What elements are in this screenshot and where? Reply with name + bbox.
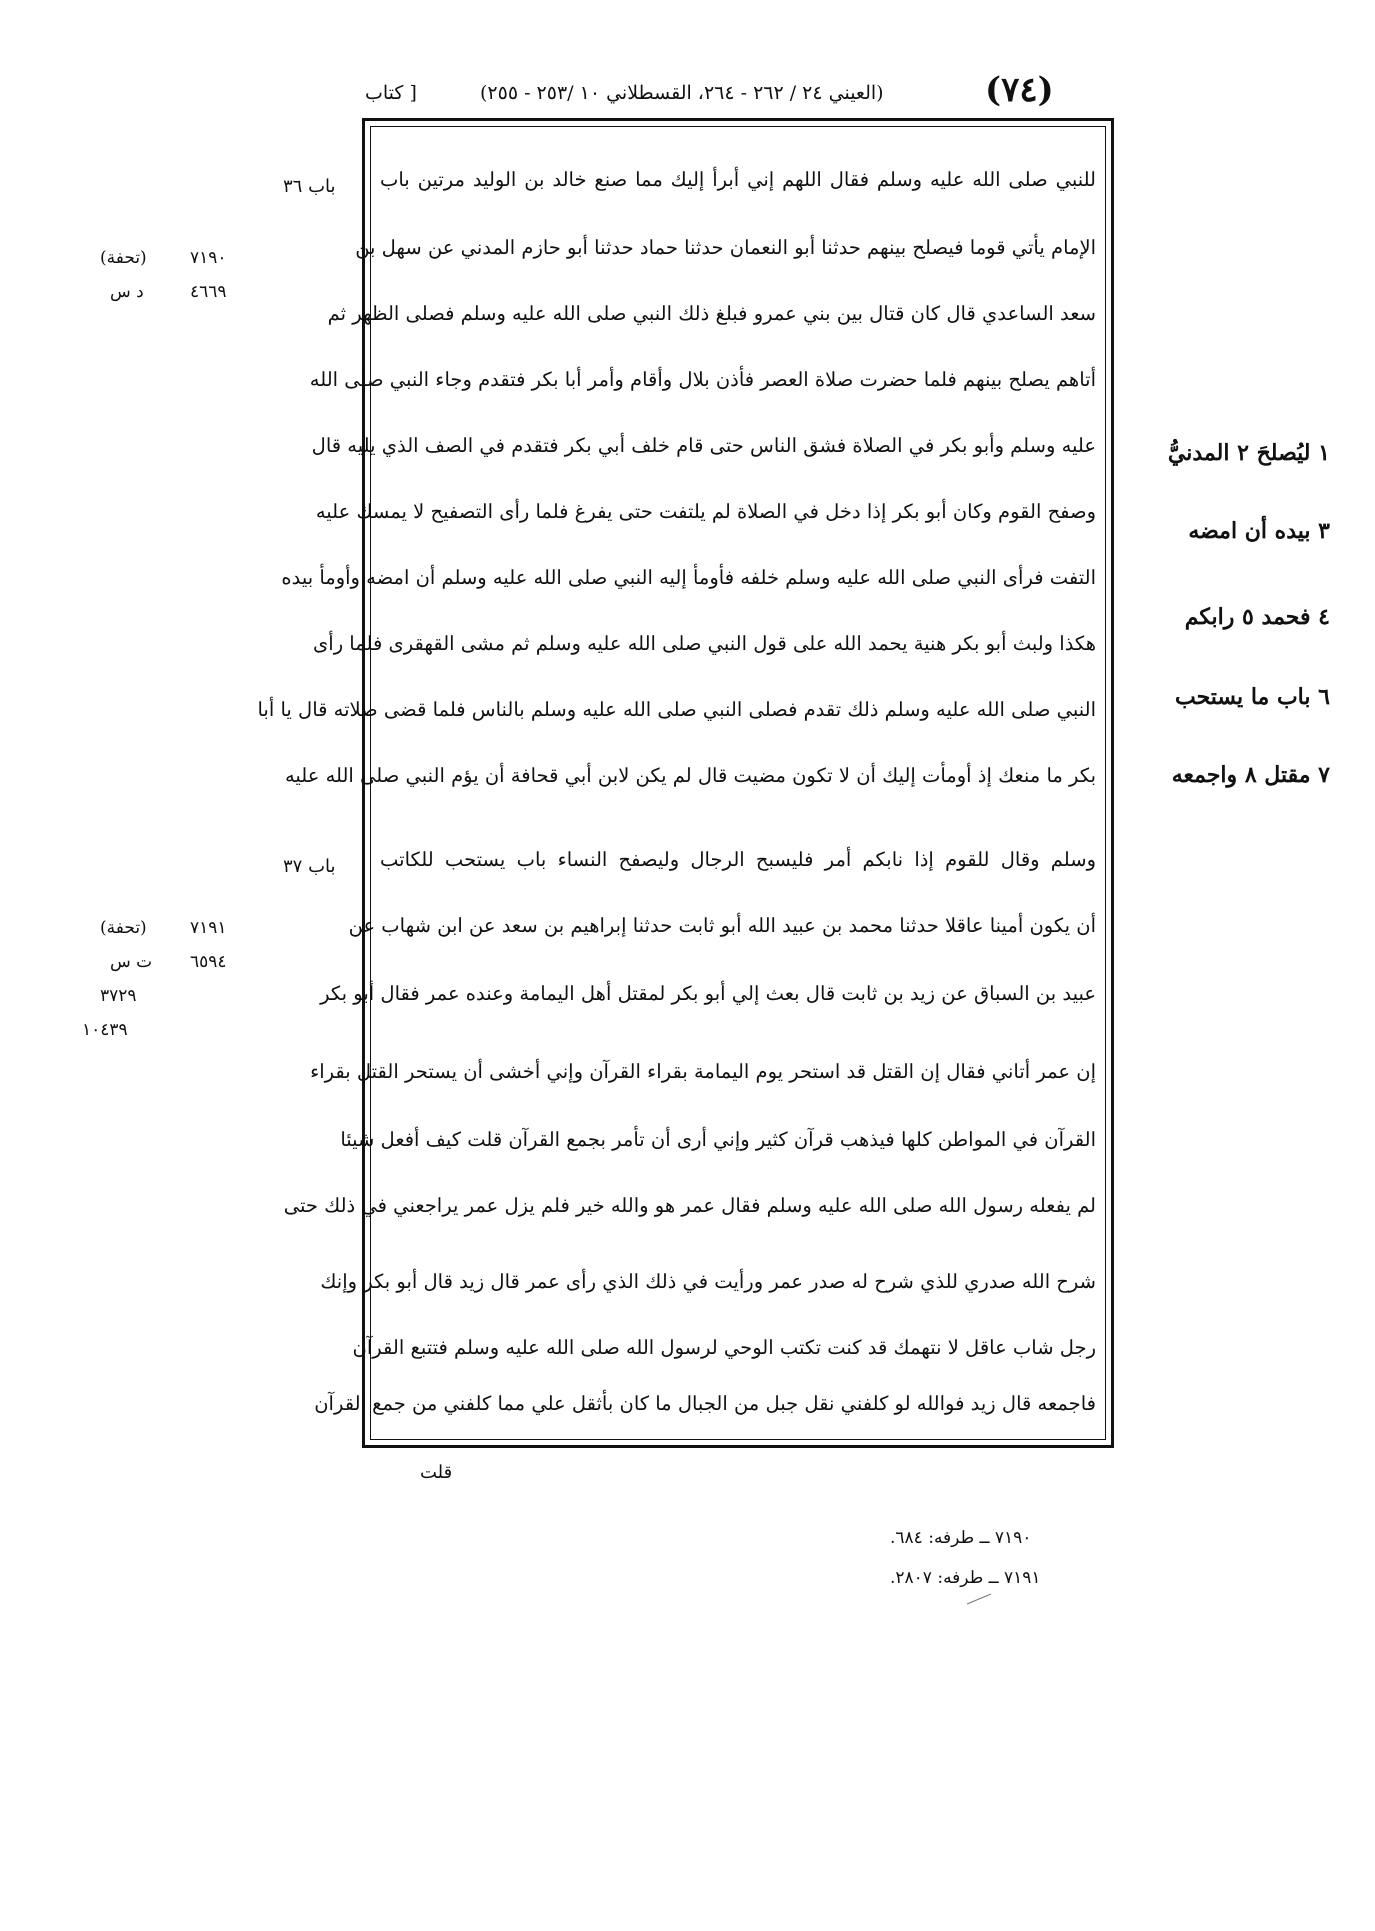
body-line-5: عليه وسلم وأبو بكر في الصلاة فشق الناس حتى قام خلف أبي بكر فتقدم في الصف الذي يليه قال <box>311 434 1096 457</box>
tuhfa-label-1b: د س <box>110 282 144 302</box>
body-line-11: وسلم وقال للقوم إذا نابكم أمر فليسبح الرجال وليصفح النساء باب يستحب للكاتب <box>380 848 1096 871</box>
body-line-4: أتاهم يصلح بينهم فلما حضرت صلاة العصر فأذن بلال وأقام وأمر أبا بكر فتقدم وجاء النبي صلى الله <box>309 368 1096 391</box>
tuhfa-number-2d: ١٠٤٣٩ <box>82 1020 128 1040</box>
body-line-18: رجل شاب عاقل لا نتهمك قد كنت تكتب الوحي لرسول الله صلى الله عليه وسلم فتتبع القرآن <box>352 1336 1096 1359</box>
bab-37-label: باب ٣٧ <box>283 856 336 877</box>
body-line-2: الإمام يأتي قوما فيصلح بينهم حدثنا أبو النعمان حدثنا حماد حدثنا أبو حازم المدني عن سهل بن <box>355 236 1096 259</box>
body-line-16: لم يفعله رسول الله صلى الله عليه وسلم فقال عمر هو والله خير فلم يزل عمر يراجعني في ذلك حتى <box>283 1194 1096 1217</box>
body-line-8: هكذا ولبث أبو بكر هنية يحمد الله على قول النبي صلى الله عليه وسلم ثم مشى القهقرى فلما رأى <box>313 632 1096 655</box>
body-line-3: سعد الساعدي قال كان قتال بين بني عمرو فبلغ ذلك النبي صلى الله عليه وسلم فصلى الظهر ثم <box>327 302 1096 325</box>
body-line-15: القرآن في المواطن كلها فيذهب قرآن كثير وإني أرى أن تأمر بجمع القرآن قلت كيف أفعل شيئا <box>340 1128 1096 1151</box>
header-book-label: [ كتاب <box>365 82 417 104</box>
body-line-19: فاجمعه قال زيد فوالله لو كلفني نقل جبل من الجبال ما كان بأثقل علي مما كلفني من جمع القرآن <box>314 1392 1096 1415</box>
variant-line-3: ٤ فحمد ٥ رابكم <box>1184 604 1330 630</box>
bab-36-label: باب ٣٦ <box>283 176 336 197</box>
body-line-17: شرح الله صدري للذي شرح له صدر عمر ورأيت في ذلك الذي رأى عمر قال زيد قال أبو بكر وإنك <box>320 1270 1096 1293</box>
tarfa-7191: ٧١٩١ ــ طرفه: ٢٨٠٧. <box>890 1568 1041 1588</box>
header-references: (العيني ٢٤ / ٢٦٢ - ٢٦٤، القسطلاني ١٠ /٢٥٣ - ٢٥٥) <box>480 82 884 104</box>
tuhfa-label-2b: ت س <box>110 952 153 972</box>
body-line-10: بكر ما منعك إذ أومأت إليك أن لا تكون مضيت قال لم يكن لابن أبي قحافة أن يؤم النبي صلى الله عليه <box>284 764 1096 787</box>
catchword: قلت <box>420 1462 453 1483</box>
body-line-12: أن يكون أمينا عاقلا حدثنا محمد بن عبيد الله أبو ثابت حدثنا إبراهيم بن سعد عن ابن شهاب عن <box>348 914 1096 937</box>
tuhfa-number-2c: ٣٧٢٩ <box>100 986 137 1006</box>
variant-line-5: ٧ مقتل ٨ واجمعه <box>1171 762 1330 788</box>
tarfa-7190: ٧١٩٠ ــ طرفه: ٦٨٤. <box>890 1528 1032 1548</box>
body-line-9: النبي صلى الله عليه وسلم ذلك تقدم فصلى النبي صلى الله عليه وسلم بالناس فلما قضى صلاته قال يا أبا <box>257 698 1096 721</box>
page-number: (٧٤) <box>985 70 1054 110</box>
tuhfa-number-1b: ٤٦٦٩ <box>190 282 227 302</box>
tuhfa-number-1: ٧١٩٠ <box>190 248 227 268</box>
tuhfa-label-2: (تحفة) <box>100 918 147 938</box>
body-line-14: إن عمر أتاني فقال إن القتل قد استحر يوم اليمامة بقراء القرآن وإني أخشى أن يستحر القتل بقراء <box>310 1060 1096 1083</box>
body-line-6: وصفح القوم وكان أبو بكر إذا دخل في الصلاة لم يلتفت حتى يفرغ فلما رأى التصفيح لا يمسك عليه <box>315 500 1096 523</box>
variant-line-2: ٣ بيده أن امضه <box>1188 518 1330 544</box>
tuhfa-label-1: (تحفة) <box>100 248 147 268</box>
variant-readings <box>1130 440 1330 800</box>
tuhfa-number-2: ٧١٩١ <box>190 918 227 938</box>
variant-line-4: ٦ باب ما يستحب <box>1174 684 1330 710</box>
pen-mark <box>965 1592 995 1606</box>
tuhfa-number-2b: ٦٥٩٤ <box>190 952 227 972</box>
body-line-13: عبيد بن السباق عن زيد بن ثابت قال بعث إلي أبو بكر لمقتل أهل اليمامة وعنده عمر فقال أبو بكر <box>320 982 1096 1005</box>
body-line-1: للنبي صلى الله عليه وسلم فقال اللهم إني أبرأ إليك مما صنع خالد بن الوليد مرتين باب <box>380 168 1096 191</box>
variant-line-1: ١ ليُصلحَ ٢ المدنيُّ <box>1167 440 1330 466</box>
body-line-7: التفت فرأى النبي صلى الله عليه وسلم خلفه فأومأ إليه النبي صلى الله عليه وسلم أن امضه وأومأ بيده <box>281 566 1096 589</box>
